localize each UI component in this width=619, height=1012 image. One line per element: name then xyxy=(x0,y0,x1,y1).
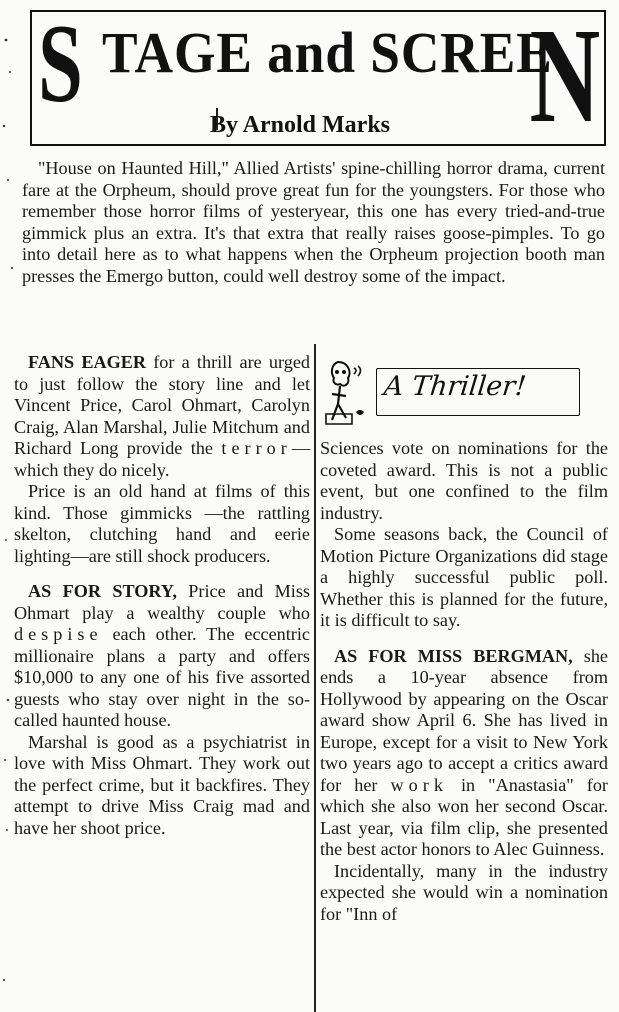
paragraph-text: she ends a 10-year absence from Hollywood by appearing on the Oscar award show April 6. She has lived in Europe, except for a visit to New York two years ago to accept a critics award for her xyxy=(320,645,609,795)
paragraph: Incidentally, many in the industry expected she would win a nomination for "Inn of xyxy=(320,860,608,924)
paragraph: Price is an old hand at films of this kind. Those gimmicks —the rattling skelton, clutching hand and eerie lighting—are still shock producers. xyxy=(14,481,310,566)
paragraph-text: —which they do nicely. xyxy=(14,438,310,480)
masthead-title-text: TAGE and SCREE xyxy=(102,20,553,85)
paragraph-text: in "Anastasia" for which she also won her second Oscar. Last year, via film clip, she presented the best actor honors to Alec Guinness. xyxy=(320,774,608,859)
right-column xyxy=(320,352,608,925)
paragraph-kicker: FANS EAGER xyxy=(28,352,147,372)
paragraph-text: Price and Miss Ohmart play a wealthy couple who xyxy=(14,581,310,623)
paragraph-text: for a thrill are urged to just follow the story line and let Vincent Price, Carol Ohmart, Carolyn Craig, Alan Marshal, Julie Mitchum and Richard Long provide the xyxy=(14,352,310,458)
paragraph xyxy=(14,581,310,732)
paragraph-text: each other. The eccentric millionaire plans a party and offers $10,000 to any one of his five assorted guests who stay over night in the so-called haunted house. xyxy=(14,624,310,730)
left-column xyxy=(14,352,310,839)
paragraph xyxy=(320,646,608,861)
paragraph-kicker: AS FOR MISS BERGMAN, xyxy=(334,645,573,666)
paragraph: Marshal is good as a psychiatrist in love with Miss Ohmart. They work out the perfect crime, but it backfires. They attempt to drive Miss Craig mad and have her shoot price. xyxy=(14,731,310,838)
spaced-word: terror xyxy=(221,438,292,458)
cartoon-figure-icon xyxy=(322,354,372,428)
masthead-final-letter: N xyxy=(529,1,600,151)
column-divider xyxy=(314,344,316,1012)
spaced-word: work xyxy=(390,774,448,795)
paragraph-kicker: AS FOR STORY, xyxy=(28,581,177,601)
paragraph: Some seasons back, the Council of Motion Picture Organizations did stage a highly successful public poll. Whether this is planned for the future, it is difficult to say. xyxy=(320,524,608,630)
lead-paragraph: "House on Haunted Hill," Allied Artists' spine-chilling horror drama, current fare at the Orpheum, should prove great fun for the youngsters. For those who remember those horror films of yesteryear, this one has every tried-and-true gimmick plus an extra. It's that extra that really raises goose-pimples. To go into detail here as to what happens when the Orpheum projection booth man presses the Emergo button, could well destroy some of the impact. xyxy=(22,158,605,286)
spaced-word: despise xyxy=(14,624,103,644)
masthead-initial-letter: S xyxy=(38,2,83,126)
thriller-logo xyxy=(320,352,608,436)
paragraph xyxy=(14,352,310,481)
byline: By Arnold Marks xyxy=(210,112,391,138)
paragraph: Sciences vote on nominations for the coveted award. This is not a public event, but one confined to the film industry. xyxy=(320,438,608,523)
column-masthead xyxy=(30,1,606,151)
logo-text: A Thriller! xyxy=(382,371,528,402)
